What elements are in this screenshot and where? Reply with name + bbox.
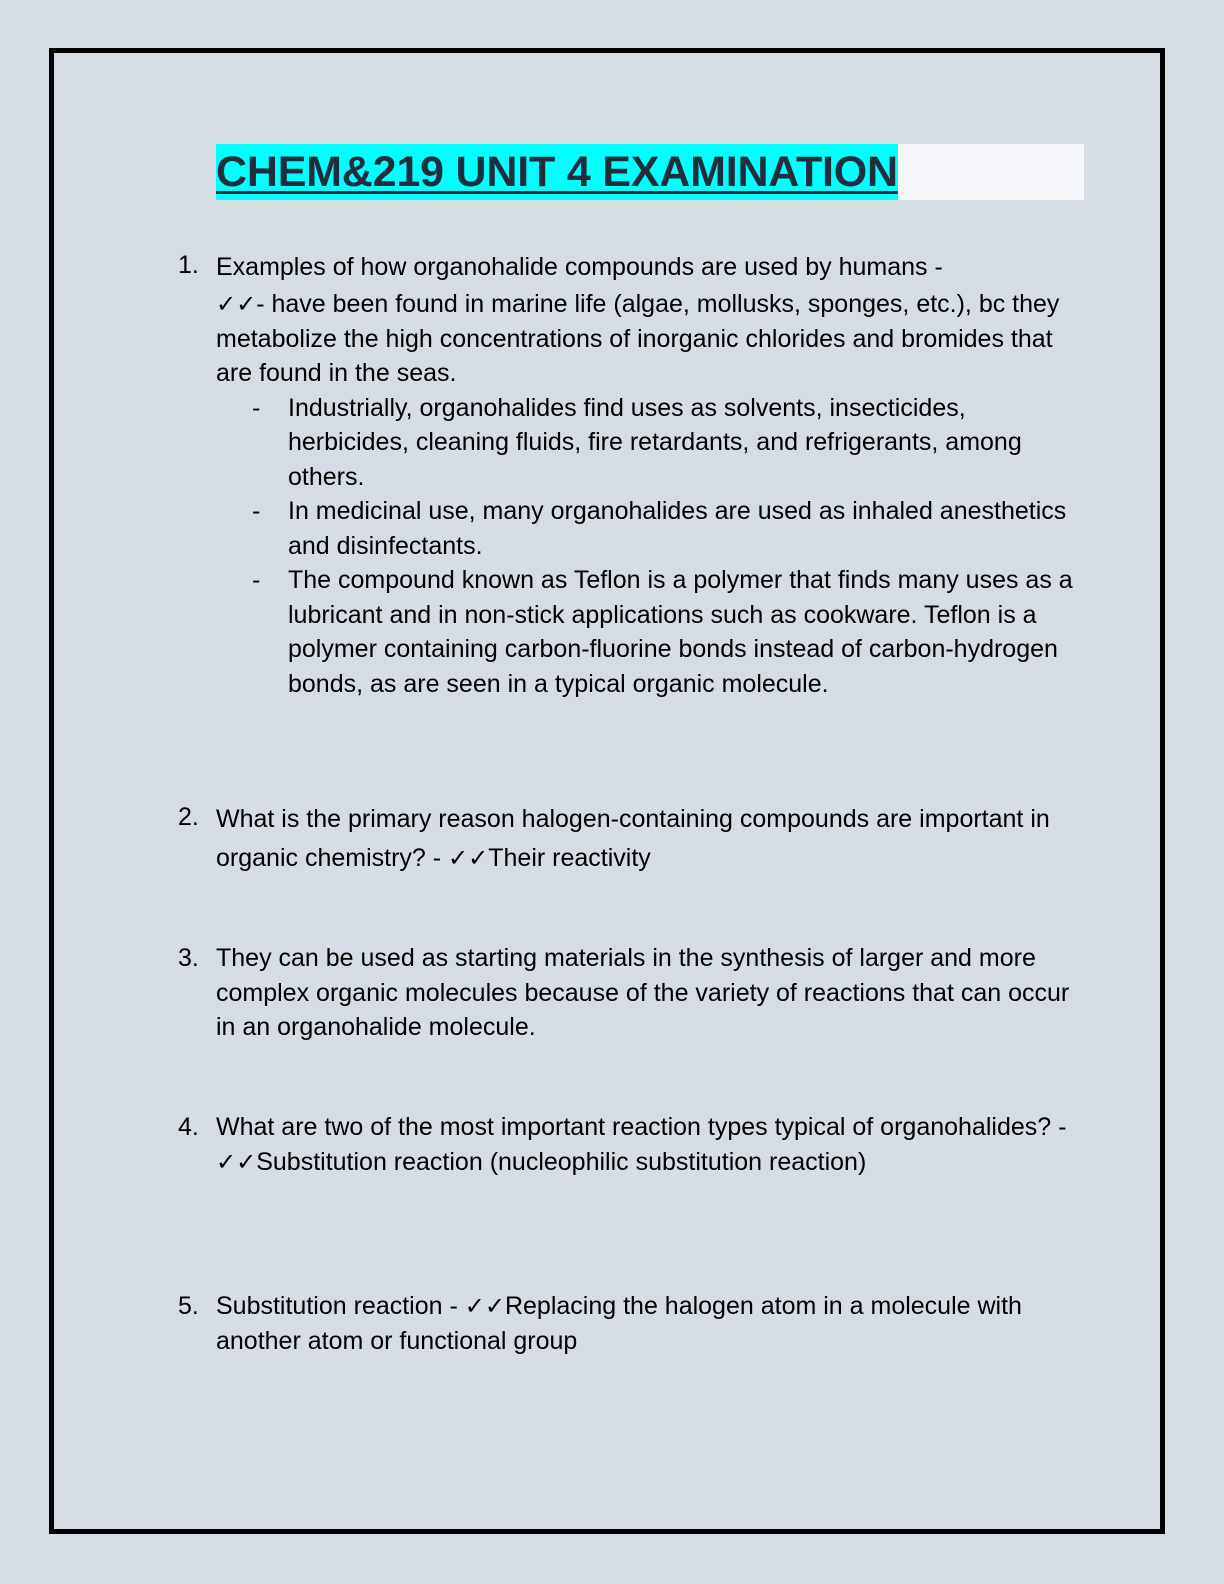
list-item — [252, 563, 1078, 701]
question-prompt: What are two of the most important reaction types typical of organohalides? - — [216, 1113, 1067, 1141]
question-body — [216, 1289, 1078, 1358]
question-3 — [178, 941, 1078, 1045]
question-text: They can be used as starting materials in the synthesis of larger and more complex organic molecules because of the variety of reactions that can occur in an organohalide molecule. — [216, 944, 1070, 1041]
question-body — [216, 248, 1078, 701]
question-number: 2. — [178, 803, 199, 831]
bullet-dash: - — [252, 393, 261, 422]
bullet-text: The compound known as Teflon is a polymer that finds many uses as a lubricant and in non-stick applications such as cookware. Teflon is a polymer containing carbon-fluorine bonds instead of carbon-hydrogen bonds, as are seen in a typical organic molecule. — [288, 566, 1073, 698]
answer-text: Their reactivity — [488, 844, 651, 872]
question-prompt: Examples of how organohalide compounds are used by humans - — [216, 253, 943, 281]
question-4 — [178, 1110, 1078, 1179]
check-icon: ✓✓ — [216, 1147, 257, 1176]
answer-text: Replacing the halogen atom in a molecule with another atom or functional group — [216, 1292, 1022, 1355]
question-number: 3. — [178, 944, 199, 972]
bullet-dash: - — [252, 566, 261, 594]
question-2 — [178, 800, 1078, 878]
check-icon: ✓✓ — [464, 1292, 505, 1320]
answer-text: Substitution reaction (nucleophilic substitution reaction) — [256, 1147, 867, 1176]
bullet-text: In medicinal use, many organohalides are used as inhaled anesthetics and disinfectants. — [288, 497, 1067, 560]
answer-text: - have been found in marine life (algae, mollusks, sponges, etc.), bc they metabolize the high concentrations of inorganic chlorides and bromides that are found in the seas. — [216, 290, 1060, 387]
list-item — [252, 391, 1078, 495]
check-icon: ✓✓ — [448, 844, 489, 872]
question-body — [216, 1110, 1078, 1179]
question-1 — [178, 248, 1078, 701]
question-prompt: Substitution reaction - — [216, 1292, 458, 1320]
list-item — [252, 494, 1078, 563]
question-answer — [216, 287, 1078, 391]
question-5 — [178, 1289, 1078, 1358]
check-icon: ✓✓ — [216, 290, 257, 318]
page-title: CHEM&219 UNIT 4 EXAMINATION — [216, 144, 898, 200]
title-bar — [216, 144, 1084, 200]
question-prompt: What is the primary reason halogen-containing compounds are important in organic chemistry? - — [216, 805, 1050, 872]
question-number: 4. — [178, 1113, 199, 1141]
bullet-dash: - — [252, 497, 261, 525]
question-number: 1. — [178, 251, 199, 279]
question-body — [216, 800, 1078, 878]
bullet-text: Industrially, organohalides find uses as solvents, insecticides, herbicides, cleaning fluids, fire retardants, and refrigerants, among others. — [288, 393, 1022, 491]
question-number: 5. — [178, 1292, 199, 1320]
